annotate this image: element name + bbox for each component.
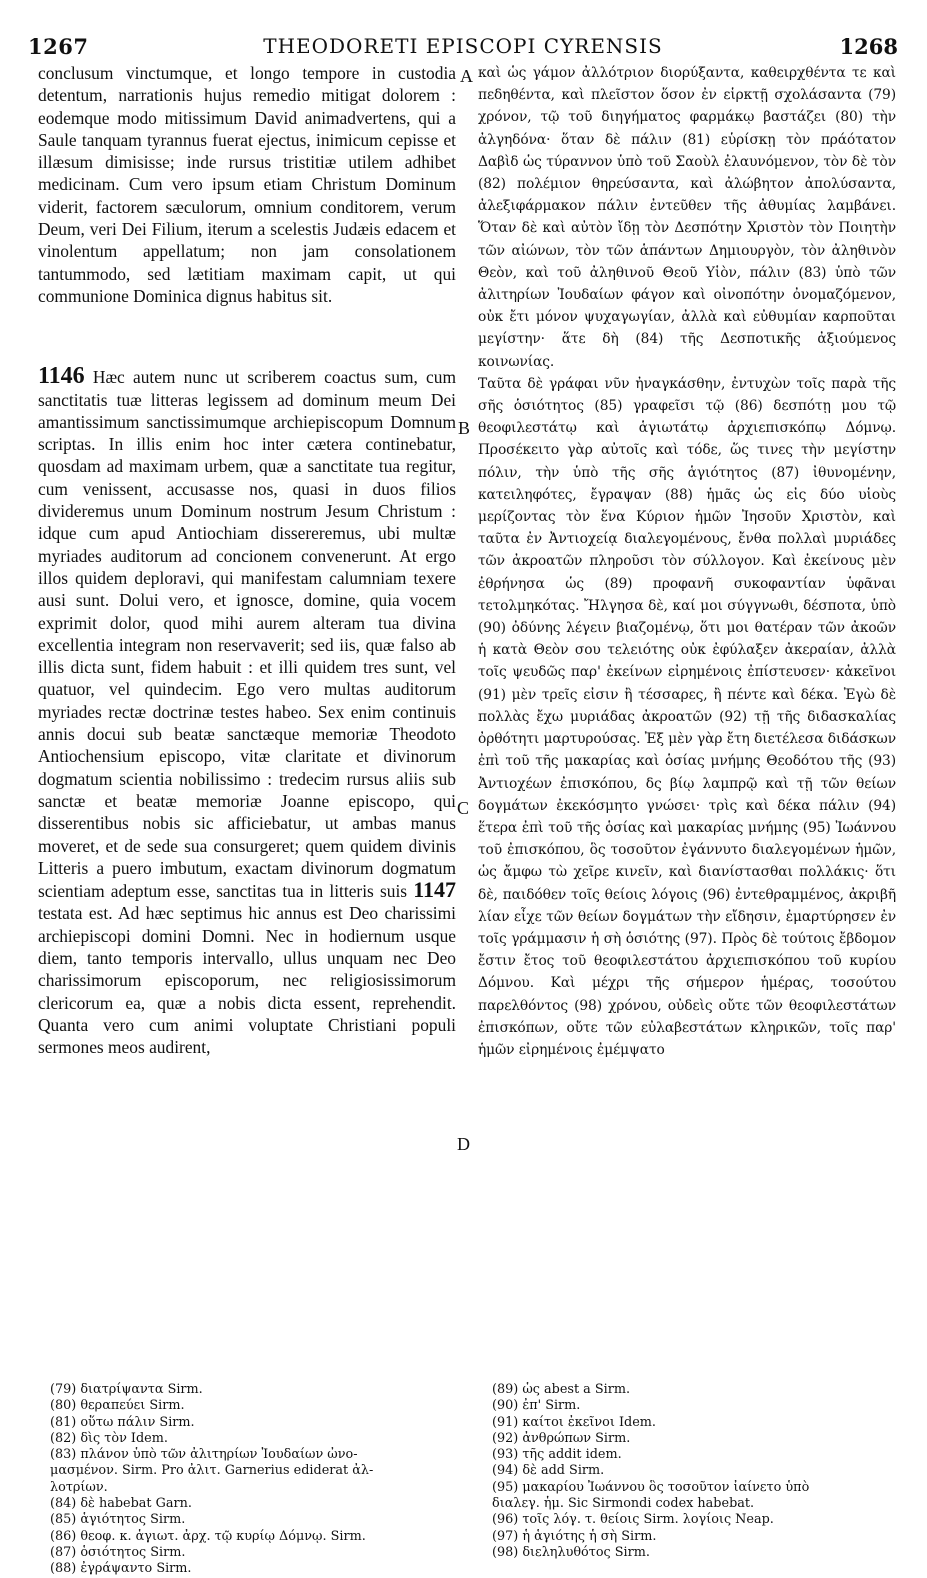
section-number-1147: 1147 (413, 877, 456, 903)
footnote: (95) μακαρίου Ἰωάννου ὃς τοσοῦτον ἰαίνετο ὑπὸ (492, 1479, 810, 1495)
section-number-1146: 1146 (38, 363, 85, 390)
margin-letter-c: C (457, 798, 470, 818)
footnote: (91) καίτοι ἐκεῖνοι Idem. (492, 1414, 656, 1430)
greek-column (478, 62, 896, 1061)
latin-column (38, 62, 456, 1058)
footnote: (98) διεληλυθότος Sirm. (492, 1544, 650, 1560)
footnotes-right (492, 1382, 902, 1561)
footnote: (92) ἀνθρώπων Sirm. (492, 1430, 631, 1446)
margin-letter-d: D (457, 1134, 470, 1154)
footnote: μασμένον. Sirm. Pro ἀλιτ. Garnerius ediderat ἀλ- (50, 1463, 374, 1479)
greek-paragraph-2: Ταῦτα δὲ γράφαι νῦν ἠναγκάσθην, ἐντυχὼν τοῖς παρὰ τῆς σῆς ὁσιότητος (85) γραφεῖσι τῷ (86) δεσπότῃ μου τῷ θεοφιλεστάτῳ καὶ ἁγιωτάτῳ ἀρχιεπισκόπῳ Δόμνῳ. Προσέκειτο γὰρ αὐτοῖς καὶ τόδε, ὥς τινες τὴν μεγίστην πόλιν, τὴν ὑπὸ τῆς σῆς ἁγιότητος (87) ἰθυνομένην, κατειληφότες, ἔγραψαν (88) ἡμᾶς ὡς εἰς δύο υἱοὺς μερίζοντας τὸν ἕνα Κύριον ἡμῶν Ἰησοῦν Χριστὸν, καὶ ταῦτα ἐν Ἀντιοχείᾳ διαλεγομένους, ἔνθα πολλαὶ μυριάδες τῶν ἀκροατῶν πληροῦσι τὸν σύλλογον. Καὶ ἐκείνους μὲν ἐθρήνησα ὡς (89) προφανῆ συκοφαντίαν ὑφᾶναι τετολμηκότας. Ἤλγησα δὲ, καί μοι σύγγνωθι, δέσποτα, ὑπὸ (90) ὀδύνης λέγειν βιαζομένῳ, ὅτι μοι θατέραν τῶν ἀκοῶν ἡ κατὰ Θεὸν σου τελειότης οὐκ ἐφύλαξεν ἀκεραίαν, ἀλλὰ τοῖς ψευδῶς παρ' ἐκείνων εἰρημένοις ἐπίστευσεν· κἀκεῖνοι (91) μὲν τρεῖς εἰσιν ἢ τέσσαρες, ἢ πέντε καὶ δέκα. Ἐγὼ δὲ πολλὰς ἔχω μυριάδας ἀκροατῶν (92) τῇ τῆς διδασκαλίας ὀρθότητι μαρτυρούσας. Ἐξ μὲν γὰρ ἔτη διετέλεσα διδάσκων ἐπὶ τοῦ τῆς μακαρίας καὶ ὁσίας μνήμης Θεοδότου τῆς (93) Ἀντιοχέων ἐπισκόπου, δς βίῳ λαμπρῷ καὶ τῇ τῶν θείων δογμάτων ἐκεκόσμητο γνώσει· τρὶς καὶ δέκα πάλιν (94) ἕτερα ἐπὶ τοῦ τῆς ὁσίας καὶ μακαρίας μνήμης (95) Ἰωάννου τοῦ ἐπισκόπου, ὃς τοσοῦτον ἐγάννυτο διαλεγομένων ἡμῶν, ὡς ἄμφω τὼ χεῖρε κινεῖν, καὶ διανίστασθαι πολλάκις· ὅτι δὲ, παιδόθεν τοῖς θείοις λόγοις (96) ἐντεθραμμένος, ἀκριβῆ λίαν εἶχε τῶν θείων δογμάτων τὴν εἴδησιν, ἐμαρτύρησεν ἐν τοῖς γράμμασιν ἡ σὴ ὁσιότης (97). Πρὸς δὲ τούτοις ἔβδομον ἔστιν ἔτος τοῦ θεοφιλεστάτου ἀρχιεπισκόπου τοῦ κυρίου Δόμνου. Καὶ μέχρι τῆς σήμερον ἡμέρας, τοσούτου παρελθόντος (98) χρόνου, οὐδεὶς οὔτε τῶν θεοφιλεστάτων ἐπισκόπων, οὔτε τῶν εὐλαβεστάτων κληρικῶν, τοῖς παρ' ἡμῶν εἰρημένοις ἐμέμψατο (478, 375, 896, 1058)
footnote: (81) οὕτω πάλιν Sirm. (50, 1414, 195, 1430)
footnote: διαλεγ. ἡμ. Sic Sirmondi codex habebat. (492, 1496, 755, 1512)
latin-paragraph-2-end: testata est. Ad hæc septimus hic annus est Deo charissimi archiepiscopi domini Domni. Nec in hodiernum usque diem, tanto temporis intervallo, ullus unquam nec Deo charissimorum episcoporum, nec religiosissimorum clericorum ea, quæ a nobis dicta essent, reprehendit. Quanta vero cum animi voluptate Christiani populi sermones meos audirent, (38, 903, 456, 1058)
greek-paragraph-1: καὶ ὡς γάμον ἀλλότριον διορύξαντα, καθειρχθέντα τε καὶ πεδηθέντα, καὶ πλεῖστον ὅσον ἐν εἱρκτῇ σχολάσαντα (79) χρόνον, τῷ τοῦ διηγήματος φαρμάκῳ βαστάζει (80) τὴν ἀλγηδόνα· ὅταν δὲ πάλιν (81) εὑρίσκῃ τὸν πράότατον Δαβὶδ ὡς τύραννον ὑπὸ τοῦ Σαοὺλ ἐλαυνόμενον, τὸν δὲ τὸν (82) πολέμιον θηρεύσαντα, καὶ ἀλώβητον ἀπολύσαντα, ἀλεξιφάρμακον πάλιν ἐντεῦθεν τῆς ἀθυμίας λαμβάνει. Ὅταν δὲ καὶ αὐτὸν ἴδῃ τὸν Δεσπότην Χριστὸν τὸν Ποιητὴν τῶν αἰώνων, τὸν τῶν ἁπάντων Δημιουργὸν, τὸν ἀληθινὸν Θεὸν, καὶ τοῦ ἀληθινοῦ Θεοῦ Υἱὸν, πάλιν (83) ὑπὸ τῶν ἀλιτηρίων Ἰουδαίων φάγον καὶ οἰνοπότην ὀνομαζόμενον, οὐκ ἔτι μόνον ψυχαγωγίαν, ἀλλὰ καὶ εὐθυμίαν καρποῦται μεγίστην· ἅτε δὴ (84) τῆς Δεσποτικῆς ἀξιούμενος κοινωνίας. (478, 65, 896, 370)
footnote: (93) τῆς addit idem. (492, 1447, 622, 1463)
footnote: (97) ἡ ἁγιότης ἡ σὴ Sirm. (492, 1528, 657, 1544)
footnote: (96) τοῖς λόγ. τ. θείοις Sirm. λογίοις Neap. (492, 1512, 774, 1528)
footnote: (87) ὁσιότητος Sirm. (50, 1544, 186, 1560)
latin-paragraph-2 (38, 365, 456, 1058)
footnote: (84) δὲ habebat Garn. (50, 1496, 192, 1512)
footnote: (86) θεοφ. κ. ἁγιωτ. ἀρχ. τῷ κυρίῳ Δόμνῳ. Sirm. (50, 1528, 366, 1544)
footnote: λοτρίων. (50, 1479, 108, 1495)
footnote: (94) δὲ add Sirm. (492, 1463, 605, 1479)
page-number-left: 1267 (28, 34, 89, 59)
margin-letter-a: A (460, 66, 473, 86)
footnote: (79) διατρίψαντα Sirm. (50, 1382, 203, 1397)
running-title: THEODORETI EPISCOPI CYRENSIS (263, 34, 663, 58)
footnotes-left (50, 1382, 460, 1578)
page-header (28, 34, 898, 60)
footnote: (85) ἁγιότητος Sirm. (50, 1512, 186, 1528)
page-number-right: 1268 (839, 34, 898, 59)
footnote: (80) θεραπεύει Sirm. (50, 1398, 185, 1414)
latin-paragraph-2-text: Hæc autem nunc ut scriberem coactus sum, cum sanctitatis tuæ litteras legissem ad dominum meum Dei amantissimum sanctissimumque archiepiscopum Domnum scriptas. In illis enim hoc inter cætera continebatur, quosdam ad maximam urbem, quæ a sanctitate tua regitur, cum venissent, accusasse nos, quasi in duos filios divideremus unum Dominum nostrum Jesum Christum : idque cum apud Antiochiam dissereremus, ubi multæ myriades auditorum ad concionem convenerunt. At ergo illos quidem deploravi, qui manifestam calumniam texere ausi sunt. Dolui vero, et ignosce, domine, quia vocem exprimit dolor, quod mihi aurem alteram tua divina excellentia integram non reservaverit; sed iis, quæ falso ab illis dicta sunt, fidem habuit : et illi quidem tres sunt, vel quatuor, vel quindecim. Ego vero multas auditorum myriades rectæ doctrinæ testes habeo. Sex enim continuis annis docui sub beatæ sanctæque memoriæ Theodoto Antiochensium episcopo, vitæ claritate et divinorum dogmatum scientia nobilissimo : tredecim rursus aliis sub sanctæ et beatæ memoriæ Joanne episcopo, qui disserentibus nobis sic afficiebatur, ut ambas manus moveret, et de sede sua consurgeret; quem quidem divinis Litteris a puero imbutum, exactam divinorum dogmatum scientiam adeptum esse, sanctitas tua in litteris suis (38, 367, 456, 902)
latin-paragraph-1: conclusum vinctumque, et longo tempore in custodia detentum, narrationis hujus remedio mitigat dolorem : eodemque modo mitissimum David animadvertens, qui a Saule tanquam tyrannus fuerat ejectus, inimicum cepisse et illæsum dimisisse; inde rursus tristitiæ utilem adhibet medicinam. Cum vero ipsum etiam Christum Dominum viderit, factorem sæculorum, omnium conditorem, verum Deum, veri Dei Filium, iterum a scelestis Judæis edacem et vinolentum appellatum; non jam consolationem tantummodo, sed lætitiam maximam capit, ut qui communione Dominica dignus habitus sit. (38, 63, 456, 306)
footnote: (88) ἐγράψαντο Sirm. (50, 1561, 192, 1577)
footnote: (89) ὡς abest a Sirm. (492, 1382, 631, 1397)
footnote: (82) δὶς τὸν Idem. (50, 1430, 168, 1446)
footnote: (83) πλάνον ὑπὸ τῶν ἀλιτηρίων Ἰουδαίων ὠνο- (50, 1447, 358, 1463)
margin-letter-b: B (458, 418, 471, 438)
footnote: (90) ἐπ' Sirm. (492, 1398, 581, 1414)
